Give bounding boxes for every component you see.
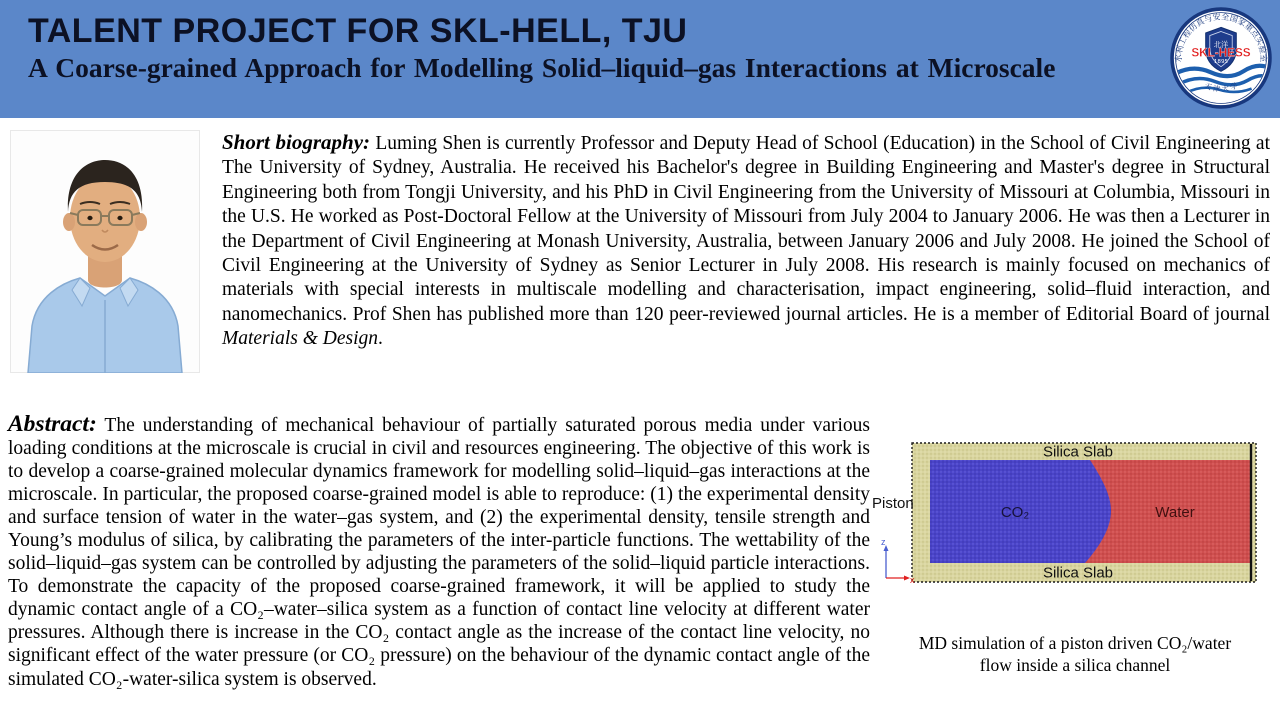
biography-section <box>0 118 1280 373</box>
skl-hess-logo-graphic <box>1170 7 1272 109</box>
axis-x-label: x <box>910 575 915 585</box>
speaker-photo <box>10 130 200 373</box>
journal-suffix: . <box>378 328 383 350</box>
water-label: Water <box>1155 504 1195 521</box>
abstract-label: Abstract: <box>8 410 97 437</box>
logo-bottom-arc-text: 天 津 大 学 <box>1203 80 1239 94</box>
figure-caption-line2: flow inside a silica channel <box>979 655 1171 675</box>
journal-name: Materials & Design <box>222 328 378 350</box>
co2-label: CO₂ <box>1000 504 1030 521</box>
skl-hess-logo <box>1170 7 1272 109</box>
silica-slab-top-label: Silica Slab <box>1042 443 1114 461</box>
piston-label: Piston <box>872 495 914 512</box>
page-subtitle: A Coarse-grained Approach for Modelling Solid–liquid–gas Interactions at Microscale <box>28 51 1056 83</box>
biography-label: Short biography: <box>222 130 371 154</box>
abstract-text <box>8 410 870 691</box>
page-title: TALENT PROJECT FOR SKL-HELL, TJU <box>28 12 688 50</box>
figure-column <box>870 393 1280 710</box>
speaker-portrait-graphic <box>10 130 200 373</box>
logo-skl-hess-text: SKL-HESS <box>1191 46 1251 60</box>
abstract-body: The understanding of mechanical behaviour of partially saturated porous media under various loading conditions at the microscale is crucial in civil and resources engineering. The objective of this work is to develop a coarse-grained molecular dynamics framework for modelling solid–liquid–gas interactions at the microscale. In particular, the proposed coarse-grained model is able to reproduce: (1) the experimental density and surface tension of water in the water–gas system, and (2) the experimental density, tensile strength and Young’s modulus of silica, by calibrating the parameters of the inter-particle functions. The wettability of the solid–liquid–gas system can be controlled by adjusting the parameters of the solid–liquid particle interactions. To demonstrate the capacity of the proposed coarse-grained framework, it will be applied to study the dynamic contact angle of a CO₂–water–silica system as a function of contact line velocity at different water pressures. Although there is increase in the CO₂ contact angle as the increase of the contact line velocity, no significant effect of the water pressure (or CO₂ pressure) on the behaviour of the dynamic contact angle of the simulated CO₂-water-silica system is observed. <box>8 414 870 690</box>
biography-text <box>222 130 1270 373</box>
abstract-section <box>0 393 1280 710</box>
biography-body: Luming Shen is currently Professor and Deputy Head of School (Education) in the School of Civil Engineering at The University of Sydney, Australia. He received his Bachelor's degree in Building Engineering and Master's degree in Structural Engineering both from Tongji University, and his PhD in Civil Engineering from the University of Missouri at Columbia, Missouri in the U.S. He worked as Post-Doctoral Fellow at the University of Missouri from July 2004 to January 2006. He was then a Lecturer in the Department of Civil Engineering at Monash University, Australia, between January 2006 and July 2008. He joined the School of Civil Engineering at the University of Sydney as Senior Lecturer in July 2008. His research is mainly focused on mechanics of materials with special interests in multiscale modelling and characterisation, impact engineering, solid–fluid interaction, and nanomechanics. Prof Shen has published more than 120 peer-reviewed journal articles. He is a member of Editorial Board of journal <box>222 133 1270 325</box>
simulation-figure-graphic <box>870 437 1270 587</box>
logo-shield-mark: 北洋 <box>1213 39 1229 49</box>
silica-slab-bottom-label: Silica Slab <box>1042 564 1114 582</box>
simulation-figure <box>870 437 1280 676</box>
figure-caption-line1: MD simulation of a piston driven CO₂/water <box>918 633 1232 653</box>
logo-top-arc-text: 水利工程仿真与安全国家重点实验室 <box>1173 11 1269 63</box>
axes-icon <box>881 537 915 585</box>
figure-caption <box>890 632 1260 676</box>
header-banner <box>0 0 1280 118</box>
logo-shield-year: 1895 <box>1213 59 1229 66</box>
axis-z-label: z <box>881 537 886 547</box>
